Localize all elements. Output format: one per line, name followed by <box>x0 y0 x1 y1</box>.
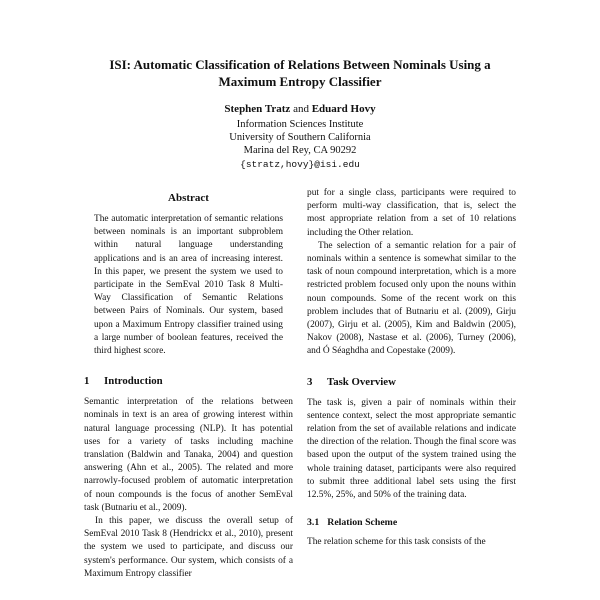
section-1-title: Introduction <box>104 375 163 388</box>
affiliation-line-2: University of Southern California <box>229 132 371 143</box>
section-3-1-title: Relation Scheme <box>327 517 398 529</box>
intro-paragraph-1: Semantic interpretation of the relations between nominals in text is an area of growing interest within natural language processing (NLP). It has potential uses for a variety of tasks including machine translation (Baldwin and Tanaka, 2004) and question answering (Ahn et al., 2005). The related and more narrowly-focused problem of automatic interpretation of noun compounds is the focus of another SemEval task (Butnariu et al., 2009). <box>84 397 293 513</box>
author-line <box>84 103 516 116</box>
two-column-body <box>84 187 516 581</box>
author-conjunction: and <box>290 103 312 115</box>
left-column <box>84 187 293 581</box>
section-3-title: Task Overview <box>327 375 396 388</box>
section-3-heading <box>307 376 516 388</box>
relation-scheme-partial-line: The relation scheme for this task consists of the <box>307 537 486 548</box>
email-address: {stratz,hovy}@isi.edu <box>240 159 360 170</box>
continuation-paragraph: put for a single class, participants were required to perform multi-way classification, that is, select the most appropriate relation from a set of 10 relations including the Other relation. <box>307 188 516 238</box>
affiliation-line-1: Information Sciences Institute <box>236 119 364 130</box>
section-1-number: 1 <box>84 375 90 388</box>
author-name-1: Stephen Tratz <box>224 103 291 115</box>
affiliation-block <box>84 118 516 157</box>
author-name-2: Eduard Hovy <box>311 103 376 115</box>
right-column <box>307 187 516 549</box>
intro-paragraph-2: In this paper, we discuss the overall setup of SemEval 2010 Task 8 (Hendrickx et al., 2010), present the system we used to participate, and discuss our system's performance. Our system, which consists of a Maximum Entropy classifier <box>84 516 293 579</box>
abstract-section <box>84 213 293 358</box>
abstract-heading: Abstract <box>168 192 209 204</box>
section-3-number: 3 <box>307 375 313 388</box>
section-1-heading <box>84 375 293 387</box>
abstract-text: The automatic interpretation of semantic relations between nominals is an important subproblem within natural language understanding applications and is an area of increasing interest. In this paper, we present the system we used to participate in the SemEval 2010 Task 8 Multi-Way Classification of Semantic Relations between Pairs of Nominals. Our system, based upon a Maximum Entropy classifier trained using a large number of boolean features, received the third highest score. <box>94 214 283 357</box>
section-3-1-number: 3.1 <box>307 517 320 529</box>
task-overview-paragraph: The task is, given a pair of nominals within their sentence context, select the most appropriate semantic relation from the set of available relations and indicate the direction of the relation. Though the final score was based upon the output of the system trained using the whole training dataset, participants were also required to submit three additional label sets using the first 12.5%, 25%, and 50% of the training data. <box>307 397 516 501</box>
related-work-paragraph: The selection of a semantic relation for a pair of nominals within a sentence is somewhat similar to the task of noun compound interpretation, which is a more restricted problem focused only upon the nouns within noun compounds. Some of the recent work on this problem includes that of Butnariu et al. (2009), Girju (2007), Girju et al. (2005), Kim and Baldwin (2005), Nakov (2008), Nastase et al. (2006), Turney (2006), and Ó Séaghdha and Copestake (2009). <box>307 240 516 357</box>
affiliation-line-3: Marina del Rey, CA 90292 <box>243 145 357 156</box>
paper-title: ISI: Automatic Classification of Relations Between Nominals Using a Maximum Entropy Classifier <box>109 57 491 89</box>
section-3-1-heading <box>307 517 516 528</box>
